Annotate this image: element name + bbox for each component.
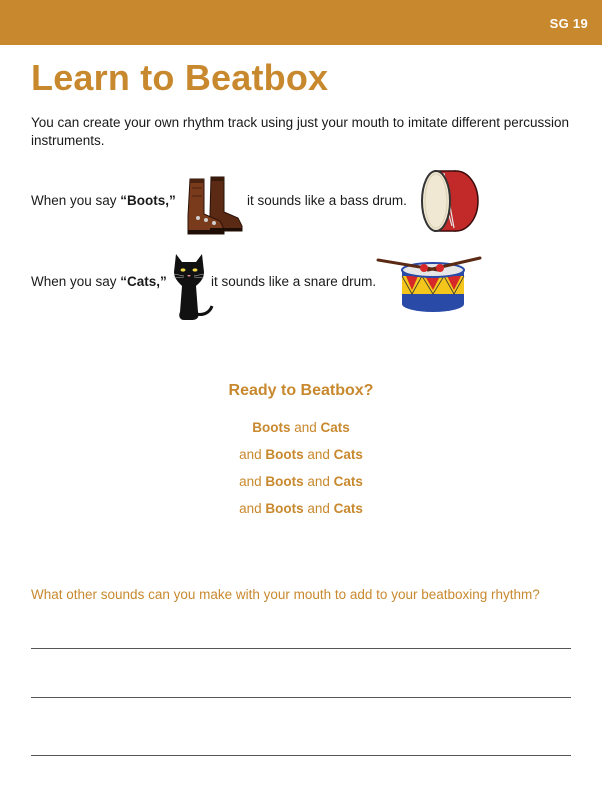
chant-and: and [303,474,334,489]
chant-lead: and [239,447,266,462]
answer-line[interactable] [31,755,571,756]
boots-icon [184,174,246,236]
answer-line[interactable] [31,648,571,649]
row-word: “Boots,” [120,193,176,208]
question-prompt: What other sounds can you make with your mouth to add to your beatboxing rhythm? [31,587,540,602]
chant-line [0,501,602,516]
chant-and: and [290,420,321,435]
page-title: Learn to Beatbox [31,57,329,98]
chant-line [0,420,602,435]
answer-line[interactable] [31,697,571,698]
row-word: “Cats,” [120,274,167,289]
chant-line [0,447,602,462]
ready-title: Ready to Beatbox? [228,382,374,399]
intro-text: You can create your own rhythm track using just your mouth to imitate different percussion instruments. [31,115,570,148]
chant-word-cats: Cats [333,474,363,489]
chant-word-boots: Boots [265,447,304,462]
boots-sentence-start [31,193,176,208]
row-prefix: When you say [31,193,121,208]
cats-sentence-end: it sounds like a snare drum. [211,274,377,289]
chant-word-boots: Boots [265,474,304,489]
header-bar [0,0,602,45]
chant-word-cats: Cats [320,420,350,435]
chant-line [0,474,602,489]
chant-word-boots: Boots [265,501,304,516]
page-label: SG 19 [549,16,588,31]
boots-sentence-end: it sounds like a bass drum. [247,193,407,208]
chant-and: and [303,447,334,462]
chant-word-boots: Boots [252,420,291,435]
snare-drum-icon [376,254,484,316]
chant-lead: and [239,474,266,489]
chant-word-cats: Cats [333,447,363,462]
row-prefix: When you say [31,274,121,289]
cats-sentence-start [31,274,167,289]
chant-word-cats: Cats [333,501,363,516]
chant-and: and [303,501,334,516]
cat-icon [170,250,216,322]
chant-lead: and [239,501,266,516]
bass-drum-icon [420,168,482,234]
